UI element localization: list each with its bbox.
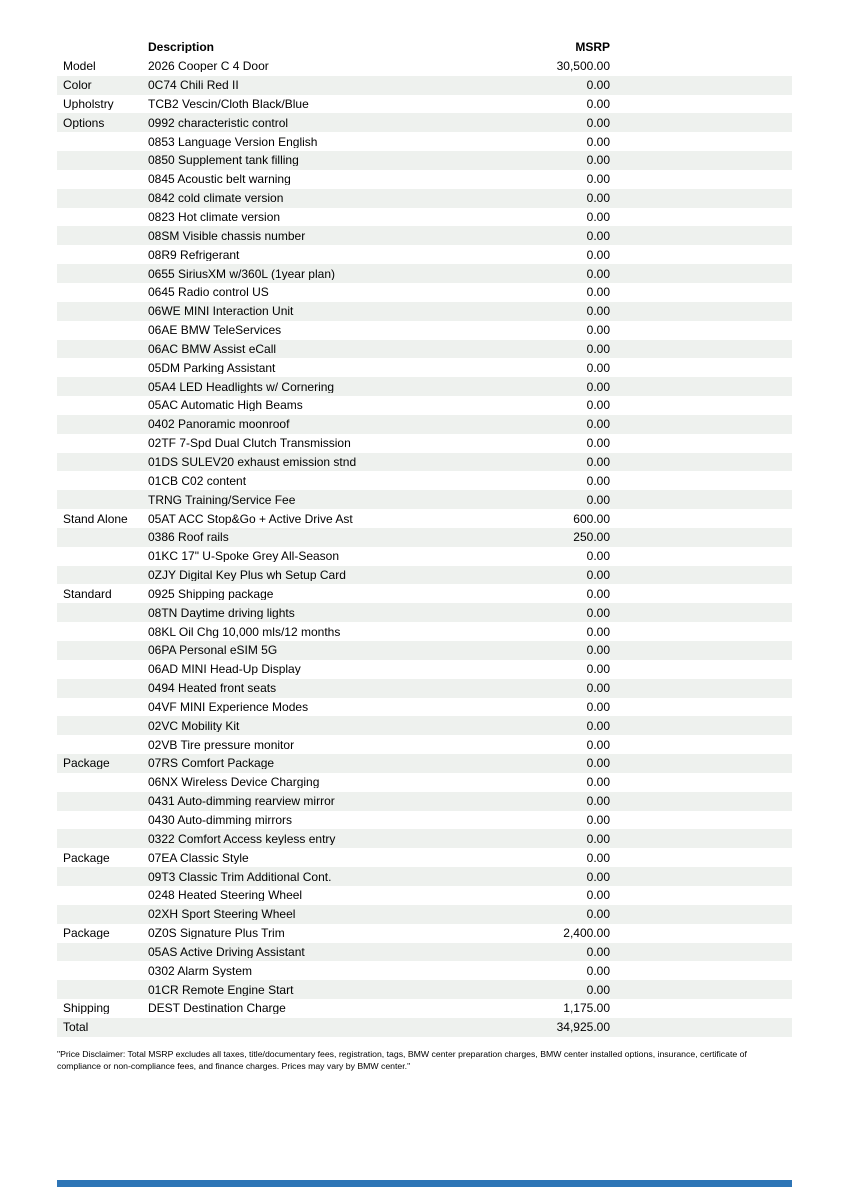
table-row [57,264,792,283]
row-msrp: 0.00 [586,135,610,148]
row-description: 0322 Comfort Access keyless entry [148,832,336,845]
table-row [57,302,792,321]
row-msrp: 30,500.00 [556,60,610,73]
row-description: 0431 Auto-dimming rearview mirror [148,795,335,808]
row-msrp: 0.00 [586,493,610,506]
table-row [57,698,792,717]
row-msrp: 0.00 [586,437,610,450]
row-category: Color [63,79,92,92]
row-category: Package [63,927,110,940]
row-description: 08TN Daytime driving lights [148,606,295,619]
row-description: 0302 Alarm System [148,964,253,977]
table-row [57,584,792,603]
table-row [57,509,792,528]
row-msrp: 0.00 [586,342,610,355]
row-category: Total [63,1021,89,1034]
row-description: 02XH Sport Steering Wheel [148,908,296,921]
price-table-body [57,57,792,1037]
table-row [57,471,792,490]
header-msrp: MSRP [575,41,610,54]
row-description: 02VC Mobility Kit [148,719,240,732]
row-description: 0845 Acoustic belt warning [148,173,291,186]
table-row [57,415,792,434]
row-description: 0823 Hot climate version [148,211,281,224]
row-category: Shipping [63,1002,110,1015]
price-table [57,38,792,1037]
row-description: 06PA Personal eSIM 5G [148,644,278,657]
row-description: 08R9 Refrigerant [148,248,240,261]
row-description: 05AS Active Driving Assistant [148,945,305,958]
table-row [57,792,792,811]
row-msrp: 0.00 [586,945,610,958]
row-description: 0494 Heated front seats [148,682,277,695]
table-row [57,905,792,924]
row-description: 09T3 Classic Trim Additional Cont. [148,870,332,883]
row-description: DEST Destination Charge [148,1002,286,1015]
header-description: Description [148,41,215,54]
row-msrp: 34,925.00 [556,1021,610,1034]
table-row [57,95,792,114]
price-disclaimer: "Price Disclaimer: Total MSRP excludes all taxes, title/documentary fees, registration, tags, BMW center preparation charges, BMW center installed options, insurance, certificate of compliance or non-compliance fees, and finance charges. Prices may vary by BMW center." [57,1049,747,1072]
row-msrp: 0.00 [586,97,610,110]
table-row [57,434,792,453]
row-msrp: 0.00 [586,569,610,582]
table-row [57,547,792,566]
row-description: 0850 Supplement tank filling [148,154,299,167]
row-description: 01DS SULEV20 exhaust emission stnd [148,455,357,468]
row-description: 02TF 7-Spd Dual Clutch Transmission [148,437,351,450]
table-row [57,566,792,585]
row-description: 06WE MINI Interaction Unit [148,305,294,318]
row-msrp: 0.00 [586,644,610,657]
row-msrp: 0.00 [586,587,610,600]
table-row [57,208,792,227]
row-msrp: 0.00 [586,738,610,751]
row-description: 0402 Panoramic moonroof [148,418,290,431]
table-row [57,943,792,962]
row-msrp: 0.00 [586,324,610,337]
row-msrp: 0.00 [586,757,610,770]
row-category: Standard [63,587,112,600]
row-description: 06AE BMW TeleServices [148,324,282,337]
table-row [57,226,792,245]
row-category: Stand Alone [63,512,128,525]
row-description: 0853 Language Version English [148,135,318,148]
row-msrp: 0.00 [586,908,610,921]
row-category: Upholstry [63,97,114,110]
table-row [57,660,792,679]
row-description: 0842 cold climate version [148,192,284,205]
row-description: 07EA Classic Style [148,851,249,864]
row-description: 06NX Wireless Device Charging [148,776,320,789]
row-description: 0992 characteristic control [148,116,289,129]
table-row [57,679,792,698]
row-msrp: 0.00 [586,305,610,318]
row-msrp: 0.00 [586,832,610,845]
row-msrp: 0.00 [586,851,610,864]
row-msrp: 0.00 [586,79,610,92]
row-msrp: 0.00 [586,983,610,996]
table-row [57,961,792,980]
row-msrp: 0.00 [586,870,610,883]
row-msrp: 0.00 [586,116,610,129]
table-row [57,848,792,867]
table-row [57,528,792,547]
row-description: 0248 Heated Steering Wheel [148,889,303,902]
row-description: 01KC 17" U-Spoke Grey All-Season [148,550,340,563]
table-row [57,396,792,415]
row-msrp: 0.00 [586,229,610,242]
row-msrp: 0.00 [586,248,610,261]
row-description: 0645 Radio control US [148,286,269,299]
row-description: 08KL Oil Chg 10,000 mls/12 months [148,625,341,638]
row-category: Package [63,757,110,770]
row-msrp: 0.00 [586,211,610,224]
table-row [57,603,792,622]
row-description: TRNG Training/Service Fee [148,493,296,506]
table-row [57,641,792,660]
row-msrp: 0.00 [586,776,610,789]
row-description: 08SM Visible chassis number [148,229,306,242]
table-row [57,189,792,208]
row-description: 05A4 LED Headlights w/ Cornering [148,380,335,393]
row-msrp: 0.00 [586,455,610,468]
row-msrp: 0.00 [586,267,610,280]
table-row [57,245,792,264]
row-msrp: 0.00 [586,719,610,732]
row-msrp: 0.00 [586,625,610,638]
row-description: 07RS Comfort Package [148,757,275,770]
row-msrp: 0.00 [586,380,610,393]
row-msrp: 0.00 [586,550,610,563]
table-row [57,132,792,151]
table-row [57,57,792,76]
row-msrp: 0.00 [586,192,610,205]
bottom-accent-bar [57,1180,792,1187]
row-description: 06AD MINI Head-Up Display [148,663,301,676]
row-description: TCB2 Vescin/Cloth Black/Blue [148,97,309,110]
table-row [57,622,792,641]
row-description: 04VF MINI Experience Modes [148,700,309,713]
table-row [57,735,792,754]
row-description: 05AC Automatic High Beams [148,399,303,412]
table-row [57,754,792,773]
table-row [57,358,792,377]
table-row [57,377,792,396]
row-description: 01CB C02 content [148,474,247,487]
row-msrp: 2,400.00 [563,927,610,940]
row-category: Model [63,60,96,73]
table-row [57,490,792,509]
table-row [57,453,792,472]
row-description: 2026 Cooper C 4 Door [148,60,269,73]
row-msrp: 600.00 [573,512,610,525]
row-description: 0Z0S Signature Plus Trim [148,927,285,940]
row-category: Options [63,116,105,129]
row-msrp: 0.00 [586,889,610,902]
row-description: 0386 Roof rails [148,531,229,544]
table-row [57,829,792,848]
row-msrp: 0.00 [586,814,610,827]
row-description: 06AC BMW Assist eCall [148,342,277,355]
table-row [57,999,792,1018]
table-row [57,283,792,302]
row-description: 01CR Remote Engine Start [148,983,294,996]
row-description: 0C74 Chili Red II [148,79,239,92]
table-row [57,76,792,95]
table-row [57,151,792,170]
table-row [57,321,792,340]
row-description: 02VB Tire pressure monitor [148,738,295,751]
table-row [57,867,792,886]
row-msrp: 0.00 [586,682,610,695]
row-description: 05AT ACC Stop&Go + Active Drive Ast [148,512,353,525]
row-msrp: 0.00 [586,474,610,487]
row-msrp: 0.00 [586,795,610,808]
row-msrp: 0.00 [586,173,610,186]
row-category: Package [63,851,110,864]
table-row [57,716,792,735]
row-msrp: 250.00 [573,531,610,544]
row-description: 0430 Auto-dimming mirrors [148,814,293,827]
row-msrp: 0.00 [586,606,610,619]
row-msrp: 0.00 [586,399,610,412]
table-row [57,980,792,999]
row-msrp: 0.00 [586,154,610,167]
table-row [57,811,792,830]
table-row [57,340,792,359]
row-description: 0655 SiriusXM w/360L (1year plan) [148,267,335,280]
row-msrp: 0.00 [586,418,610,431]
row-msrp: 0.00 [586,964,610,977]
row-msrp: 1,175.00 [563,1002,610,1015]
row-msrp: 0.00 [586,700,610,713]
row-description: 05DM Parking Assistant [148,361,276,374]
table-row [57,170,792,189]
table-row [57,886,792,905]
row-msrp: 0.00 [586,663,610,676]
table-row [57,924,792,943]
table-header-row [57,38,792,57]
row-description: 0ZJY Digital Key Plus wh Setup Card [148,569,346,582]
table-row [57,1018,792,1037]
row-description: 0925 Shipping package [148,587,274,600]
table-row [57,113,792,132]
row-msrp: 0.00 [586,361,610,374]
row-msrp: 0.00 [586,286,610,299]
table-row [57,773,792,792]
